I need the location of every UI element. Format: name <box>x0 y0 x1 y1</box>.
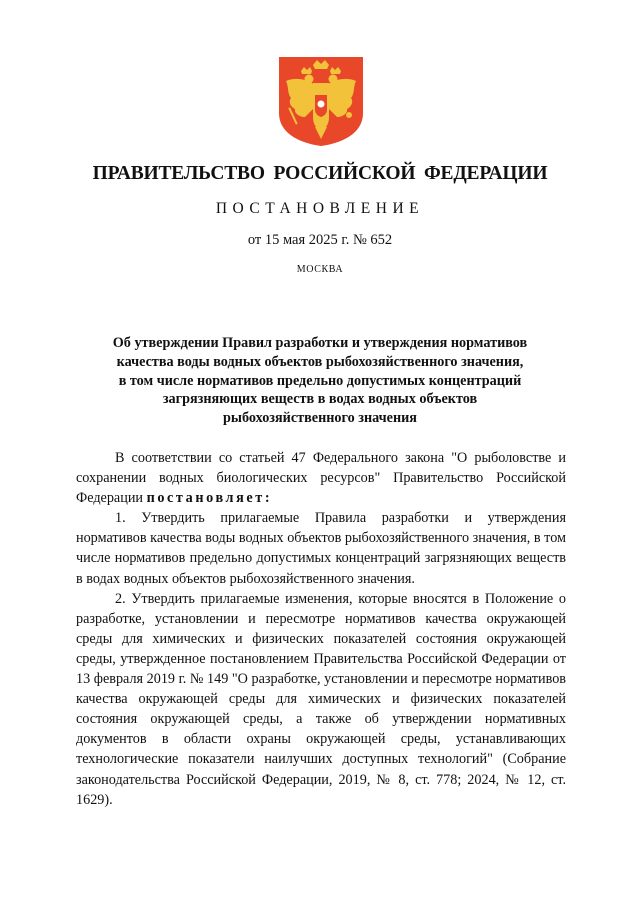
subject-line: загрязняющих веществ в водах водных объектов <box>162 391 478 408</box>
document-type: ПОСТАНОВЛЕНИЕ <box>215 200 425 217</box>
preamble-text: В соответствии со статьей 47 Федерального закона "О рыболовстве и сохранении водных биологических ресурсов" Правительство Российской Федерации <box>76 450 566 507</box>
subject-line: Об утверждении Правил разработки и утверждения нормативов <box>112 335 528 351</box>
government-title: ПРАВИТЕЛЬСТВО РОССИЙСКОЙ ФЕДЕРАЦИИ <box>92 163 548 184</box>
document-body <box>76 448 566 810</box>
item-paragraph-2: 2. Утвердить прилагаемые изменения, которые вносятся в Положение о разработке, установлении и пересмотре нормативов качества окружающей среды для химических и физических показателей состояния окружающей среды, утвержденное постановлением Правительства Российской Федерации от 13 февраля 2019 г. № 149 "О разработке, установлении и пересмотре нормативов качества окружающей среды для химических и физических показателей состояния окружающей среды, а также об утверждении нормативных документов в области охраны окружающей среды, устанавливающих технологические показатели наилучших доступных технологий" (Собрание законодательства Российской Федерации, 2019, № 8, ст. 778; 2024, № 12, ст. 1629). <box>76 590 566 808</box>
subject-line: рыбохозяйственного значения <box>223 410 417 427</box>
russian-coat-of-arms-icon <box>277 55 365 147</box>
decree-word: постановляет: <box>146 490 273 507</box>
document-city: МОСКВА <box>296 264 344 275</box>
preamble-paragraph <box>76 448 566 508</box>
item-paragraph-1: 1. Утвердить прилагаемые Правила разработки и утверждения нормативов качества воды водных объектов рыбохозяйственного значения, в том числе нормативов предельно допустимых концентраций загрязняющих веществ в водах водных объектов рыбохозяйственного значения. <box>76 510 566 587</box>
subject-line: в том числе нормативов предельно допустимых концентраций <box>118 372 522 389</box>
subject-line: качества воды водных объектов рыбохозяйственного значения, <box>116 353 524 370</box>
document-subject <box>86 334 554 428</box>
document-date-number: от 15 мая 2025 г. № 652 <box>247 232 393 248</box>
